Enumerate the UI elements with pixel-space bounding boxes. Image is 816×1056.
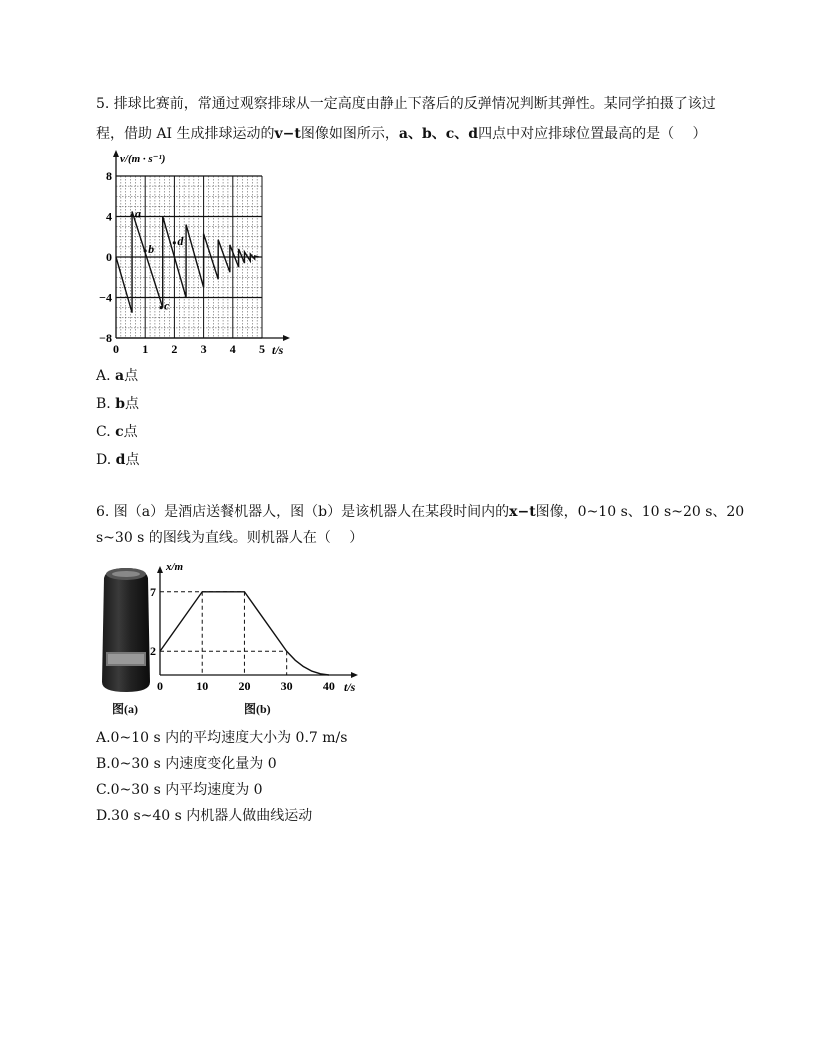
x-tick-label: 0 (157, 679, 163, 693)
y-tick-label: 8 (106, 169, 112, 183)
x-axis-label: t/s (272, 343, 284, 357)
q6-line1-pre: 6. 图（a）是酒店送餐机器人，图（b）是该机器人在某段时间内的 (96, 504, 510, 520)
q6-option-c[interactable]: C.0~30 s 内平均速度为 0 (96, 782, 263, 798)
fig-b-caption: 图(b) (244, 702, 271, 716)
q6-option-a[interactable]: A.0~10 s 内的平均速度大小为 0.7 m/s (96, 730, 348, 746)
q5-option-a-suffix: 点 (124, 368, 139, 384)
y-tick-label: −8 (99, 331, 112, 345)
x-axis-label: t/s (344, 680, 356, 694)
q5-option-d-prefix: D. (96, 452, 116, 468)
y-tick-label: 2 (150, 644, 156, 659)
q5-option-b[interactable] (96, 394, 139, 414)
q5-line2-post: 四点中对应排球位置最高的是（ ） (478, 126, 707, 142)
y-tick-label: 7 (150, 584, 156, 599)
y-axis-label: x/m (166, 561, 184, 573)
q5-option-b-letter: b (115, 396, 125, 412)
vt-graph (90, 148, 300, 358)
q6-text-line2: s~30 s 的图线为直线。则机器人在（ ） (96, 530, 364, 546)
x-tick-label: 10 (196, 679, 209, 693)
q5-option-c-prefix: C. (96, 424, 116, 440)
q5-option-a-letter: a (115, 368, 125, 384)
q6-option-d[interactable]: D.30 s~40 s 内机器人做曲线运动 (96, 808, 313, 824)
y-tick-label: 4 (106, 209, 112, 224)
x-tick-label: 2 (171, 342, 178, 356)
q5-option-d[interactable] (96, 450, 139, 470)
x-tick-label: 20 (238, 679, 251, 693)
x-tick-label: 3 (200, 342, 207, 356)
q5-line2-mid: 图像如图所示， (300, 126, 399, 142)
fig-a-caption: 图(a) (112, 702, 138, 716)
q5-option-a[interactable] (96, 366, 138, 386)
x-tick-label: 1 (142, 342, 149, 356)
y-axis-label: v/(m · s⁻¹) (120, 153, 166, 165)
q6-line1-post: 图像，0~10 s、10 s~20 s、20 (535, 504, 745, 520)
q5-option-c-suffix: 点 (123, 424, 138, 440)
x-tick-label: 30 (280, 679, 293, 693)
position-series-line (160, 592, 287, 651)
point-marker-d (173, 241, 176, 244)
x-tick-label: 40 (322, 679, 335, 693)
position-series-curve (287, 651, 329, 675)
point-label-c: c (164, 298, 170, 313)
q6-text-line1 (96, 502, 744, 522)
q5-line2-pre: 程，借助 AI 生成排球运动的 (96, 126, 275, 142)
q5-option-b-suffix: 点 (125, 396, 139, 412)
q6-line1-xt: x−t (509, 504, 536, 520)
x-tick-label: 5 (259, 342, 265, 356)
q5-line2-points: a、b、c、d (398, 126, 479, 142)
x-tick-label: 0 (113, 342, 119, 356)
x-axis-arrow (283, 335, 290, 341)
q5-option-b-prefix: B. (96, 396, 116, 412)
y-tick-label: 0 (106, 250, 112, 264)
q6-option-b[interactable]: B.0~30 s 内速度变化量为 0 (96, 756, 277, 772)
q5-option-c-letter: c (115, 424, 124, 440)
point-marker-c (160, 306, 163, 309)
x-tick-label: 4 (229, 342, 236, 356)
q5-option-d-suffix: 点 (125, 452, 140, 468)
point-marker-a (130, 214, 133, 217)
point-label-b: b (148, 241, 155, 256)
point-label-d: d (177, 233, 184, 248)
y-axis-arrow (157, 566, 163, 573)
q5-option-c[interactable] (96, 422, 138, 442)
q5-option-a-prefix: A. (96, 368, 116, 384)
point-label-a: a (134, 206, 141, 221)
q5-text-line1: 5. 排球比赛前，常通过观察排球从一定高度由静止下落后的反弹情况判断其弹性。某同学拍摄了该过 (96, 96, 716, 112)
q5-option-d-letter: d (115, 452, 126, 468)
xt-graph (140, 560, 370, 695)
point-marker-b (144, 249, 147, 252)
y-tick-label: −4 (99, 290, 112, 305)
q5-line2-vt: v−t (274, 126, 301, 142)
x-axis-arrow (351, 672, 358, 678)
y-axis-arrow (113, 150, 119, 157)
q5-text-line2 (96, 124, 707, 144)
